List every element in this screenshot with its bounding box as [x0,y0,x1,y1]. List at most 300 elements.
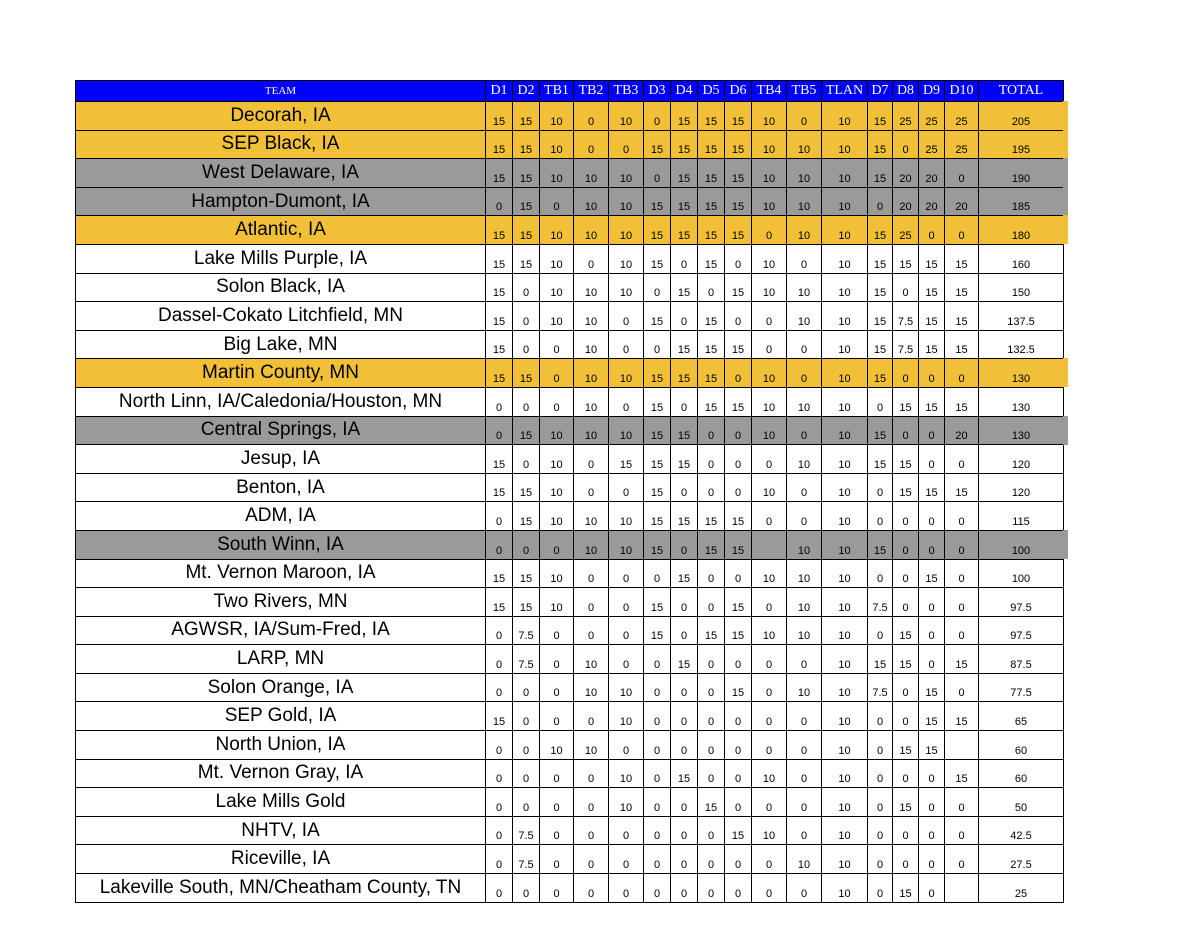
row-highlight-strip [1063,158,1068,187]
score-cell-tb3: 10 [609,702,644,731]
score-cell-tb2: 0 [574,130,609,159]
score-cell-d3: 15 [644,588,671,617]
score-cell-d5: 0 [698,702,725,731]
total-cell: 190 [979,159,1064,188]
score-cell-d8: 7.5 [893,302,919,331]
score-cell-tlan: 10 [822,702,868,731]
score-cell-d2: 0 [513,731,540,760]
score-cell-d8: 0 [893,502,919,531]
score-cell-tb3: 0 [609,330,644,359]
score-cell-d2: 0 [513,273,540,302]
header-d5: D5 [698,81,725,102]
score-cell-d2: 15 [513,187,540,216]
score-cell-tb1: 10 [540,731,574,760]
score-cell-d1: 15 [486,445,513,474]
table-row [76,845,1064,874]
score-cell-d2: 15 [513,102,540,131]
score-cell-d7: 0 [868,387,893,416]
score-cell-tb2: 0 [574,244,609,273]
score-cell-d6: 0 [725,845,752,874]
score-cell-d6: 15 [725,387,752,416]
score-cell-tb3: 10 [609,416,644,445]
table-row [76,159,1064,188]
score-cell-d1: 0 [486,530,513,559]
table-row [76,330,1064,359]
score-cell-tb2: 0 [574,445,609,474]
score-cell-d1: 0 [486,416,513,445]
total-cell: 160 [979,244,1064,273]
score-cell-tb2: 10 [574,302,609,331]
score-cell-tb1: 0 [540,673,574,702]
score-cell-tb4: 0 [752,330,787,359]
score-cell-d4: 15 [671,273,698,302]
header-d9: D9 [919,81,945,102]
score-cell-d3: 15 [644,502,671,531]
header-d8: D8 [893,81,919,102]
team-name-cell: LARP, MN [76,645,486,674]
score-cell-d8: 15 [893,788,919,817]
score-cell-d3: 0 [644,673,671,702]
score-cell-tb3: 0 [609,130,644,159]
score-cell-tb3: 0 [609,845,644,874]
total-cell: 97.5 [979,616,1064,645]
score-cell-tlan: 10 [822,874,868,903]
score-cell-tlan: 10 [822,130,868,159]
score-cell-d5: 15 [698,530,725,559]
score-cell-d1: 15 [486,559,513,588]
score-cell-tlan: 10 [822,559,868,588]
score-cell-d9: 15 [919,702,945,731]
score-cell-tb4: 0 [752,216,787,245]
score-cell-tb5: 0 [787,244,822,273]
score-cell-d4: 0 [671,788,698,817]
score-cell-tb5: 0 [787,788,822,817]
score-cell-d1: 15 [486,244,513,273]
score-cell-tb5: 0 [787,359,822,388]
score-cell-d10: 15 [945,702,979,731]
score-cell-d10: 20 [945,416,979,445]
score-cell-d5: 15 [698,330,725,359]
score-cell-d5: 15 [698,102,725,131]
score-cell-tlan: 10 [822,788,868,817]
score-cell-tb4: 10 [752,473,787,502]
table-row [76,244,1064,273]
score-cell-tb4: 10 [752,102,787,131]
score-cell-d6: 15 [725,159,752,188]
score-cell-tb2: 10 [574,330,609,359]
score-cell-d2: 0 [513,330,540,359]
score-cell-d9: 15 [919,731,945,760]
score-cell-tlan: 10 [822,387,868,416]
score-cell-d10: 0 [945,445,979,474]
score-cell-tlan: 10 [822,244,868,273]
table-row [76,359,1064,388]
score-cell-tb2: 0 [574,559,609,588]
score-cell-tb3: 0 [609,387,644,416]
score-cell-d4: 0 [671,702,698,731]
team-name-cell: Two Rivers, MN [76,588,486,617]
score-cell-d1: 15 [486,216,513,245]
score-cell-d4: 0 [671,473,698,502]
score-cell-d2: 0 [513,445,540,474]
score-cell-d8: 0 [893,588,919,617]
score-cell-d1: 0 [486,731,513,760]
score-cell-tlan: 10 [822,645,868,674]
score-cell-tb5: 0 [787,731,822,760]
table-row [76,588,1064,617]
score-cell-d10: 15 [945,273,979,302]
score-cell-d3: 0 [644,845,671,874]
score-cell-d2: 0 [513,874,540,903]
total-cell: 195 [979,130,1064,159]
score-cell-d6: 15 [725,216,752,245]
score-cell-d6: 15 [725,502,752,531]
score-cell-d6: 0 [725,731,752,760]
score-cell-d10: 15 [945,387,979,416]
score-cell-tb1: 0 [540,645,574,674]
score-cell-d3: 0 [644,645,671,674]
score-cell-d8: 15 [893,645,919,674]
score-cell-d3: 15 [644,302,671,331]
score-cell-d6: 0 [725,445,752,474]
score-cell-d2: 0 [513,302,540,331]
score-cell-d10: 0 [945,216,979,245]
score-cell-tb5: 0 [787,473,822,502]
score-cell-tb3: 0 [609,473,644,502]
score-cell-d7: 15 [868,645,893,674]
score-cell-tb4: 10 [752,273,787,302]
score-cell-d5: 0 [698,445,725,474]
score-cell-d2: 15 [513,159,540,188]
table-row [76,702,1064,731]
score-cell-tb5: 10 [787,302,822,331]
row-highlight-strip [1063,130,1068,159]
score-cell-tlan: 10 [822,616,868,645]
score-cell-d8: 15 [893,473,919,502]
score-cell-d1: 0 [486,387,513,416]
score-cell-d6: 15 [725,616,752,645]
score-cell-d8: 0 [893,759,919,788]
score-cell-d1: 15 [486,702,513,731]
score-cell-d7: 0 [868,874,893,903]
score-cell-d6: 15 [725,330,752,359]
team-name-cell: Atlantic, IA [76,216,486,245]
score-cell-d8: 0 [893,130,919,159]
score-cell-tb2: 0 [574,874,609,903]
header-d10: D10 [945,81,979,102]
team-name-cell: North Union, IA [76,731,486,760]
score-cell-d9: 0 [919,588,945,617]
score-cell-d4: 0 [671,673,698,702]
score-cell-d4: 15 [671,359,698,388]
score-cell-d2: 15 [513,559,540,588]
score-cell-d10: 15 [945,302,979,331]
score-cell-tb2: 10 [574,673,609,702]
score-cell-tb2: 0 [574,788,609,817]
score-cell-tb3: 10 [609,216,644,245]
score-cell-d5: 0 [698,473,725,502]
team-name-cell: Solon Orange, IA [76,673,486,702]
score-cell-d3: 15 [644,216,671,245]
score-cell-tb2: 10 [574,502,609,531]
score-cell-d5: 15 [698,616,725,645]
score-cell-d6: 0 [725,645,752,674]
table-row [76,874,1064,903]
team-name-cell: Big Lake, MN [76,330,486,359]
score-cell-tb5: 0 [787,416,822,445]
score-cell-tlan: 10 [822,330,868,359]
score-cell-d2: 15 [513,130,540,159]
score-cell-d4: 0 [671,874,698,903]
score-cell-d6: 15 [725,102,752,131]
score-cell-d6: 0 [725,559,752,588]
score-cell-tlan: 10 [822,473,868,502]
team-name-cell: West Delaware, IA [76,159,486,188]
score-cell-tb3: 15 [609,445,644,474]
score-cell-d6: 0 [725,702,752,731]
score-cell-tb3: 0 [609,645,644,674]
team-name-cell: Mt. Vernon Gray, IA [76,759,486,788]
score-cell-d8: 0 [893,530,919,559]
score-cell-d1: 0 [486,788,513,817]
total-cell: 65 [979,702,1064,731]
score-cell-tb2: 0 [574,816,609,845]
team-name-cell: ADM, IA [76,502,486,531]
total-cell: 205 [979,102,1064,131]
total-cell: 100 [979,559,1064,588]
score-cell-tb4: 10 [752,559,787,588]
score-cell-d3: 15 [644,130,671,159]
score-cell-d5: 15 [698,130,725,159]
row-highlight-strip [1063,358,1068,387]
header-d1: D1 [486,81,513,102]
score-cell-tb5: 10 [787,445,822,474]
score-cell-d1: 0 [486,187,513,216]
score-cell-d10: 0 [945,559,979,588]
score-cell-tlan: 10 [822,816,868,845]
table-row [76,816,1064,845]
score-cell-tb2: 10 [574,159,609,188]
score-cell-tb3: 0 [609,302,644,331]
score-cell-d10: 15 [945,244,979,273]
score-cell-d10: 20 [945,187,979,216]
score-cell-d2: 7.5 [513,845,540,874]
score-cell-tlan: 10 [822,759,868,788]
header-tb2: TB2 [574,81,609,102]
header-tb3: TB3 [609,81,644,102]
score-cell-d4: 0 [671,616,698,645]
score-cell-tb1: 0 [540,530,574,559]
score-cell-tb5: 10 [787,216,822,245]
score-cell-tb3: 0 [609,731,644,760]
score-cell-d5: 0 [698,559,725,588]
score-cell-d4: 15 [671,159,698,188]
score-cell-d6: 15 [725,187,752,216]
score-cell-d5: 0 [698,874,725,903]
score-cell-d7: 0 [868,788,893,817]
score-cell-d1: 15 [486,130,513,159]
header-total: TOTAL [979,81,1064,102]
score-cell-tb2: 0 [574,845,609,874]
team-name-cell: South Winn, IA [76,530,486,559]
team-name-cell: North Linn, IA/Caledonia/Houston, MN [76,387,486,416]
score-cell-d10: 0 [945,502,979,531]
score-cell-d7: 15 [868,445,893,474]
score-cell-tb4: 0 [752,645,787,674]
total-cell: 115 [979,502,1064,531]
score-cell-d10: 15 [945,473,979,502]
score-cell-tb4: 10 [752,759,787,788]
score-cell-d4: 0 [671,530,698,559]
score-cell-d7: 0 [868,759,893,788]
score-cell-d5: 0 [698,845,725,874]
score-cell-tb1: 0 [540,788,574,817]
score-cell-d7: 0 [868,187,893,216]
score-cell-d5: 0 [698,273,725,302]
table-row [76,502,1064,531]
table-row [76,273,1064,302]
score-cell-tb2: 0 [574,102,609,131]
score-cell-d5: 15 [698,788,725,817]
score-cell-d9: 0 [919,788,945,817]
header-tb1: TB1 [540,81,574,102]
score-cell-d10: 25 [945,130,979,159]
score-cell-d5: 0 [698,645,725,674]
score-cell-d1: 0 [486,816,513,845]
score-cell-d4: 15 [671,102,698,131]
score-cell-d8: 15 [893,445,919,474]
score-cell-tb4: 0 [752,302,787,331]
score-cell-d6: 15 [725,130,752,159]
score-cell-d2: 0 [513,673,540,702]
score-cell-tlan: 10 [822,359,868,388]
score-cell-d1: 0 [486,645,513,674]
header-tb4: TB4 [752,81,787,102]
total-cell: 60 [979,759,1064,788]
score-cell-tb2: 10 [574,187,609,216]
score-cell-d3: 15 [644,473,671,502]
score-cell-d4: 0 [671,816,698,845]
score-cell-tb3: 10 [609,159,644,188]
score-cell-d1: 15 [486,273,513,302]
score-cell-tb3: 10 [609,273,644,302]
score-cell-tb5: 10 [787,273,822,302]
header-d3: D3 [644,81,671,102]
score-cell-d9: 15 [919,330,945,359]
score-cell-d8: 25 [893,102,919,131]
header-tlan: TLAN [822,81,868,102]
score-cell-d9: 0 [919,416,945,445]
score-cell-d2: 0 [513,702,540,731]
score-cell-d9: 15 [919,387,945,416]
score-cell-d7: 15 [868,102,893,131]
score-cell-tb5: 10 [787,559,822,588]
header-team: TEAM [76,81,486,102]
score-cell-d10: 15 [945,330,979,359]
score-cell-d1: 15 [486,302,513,331]
score-cell-tlan: 10 [822,416,868,445]
score-cell-d4: 0 [671,302,698,331]
score-cell-tb1: 10 [540,159,574,188]
total-cell: 97.5 [979,588,1064,617]
score-cell-d3: 15 [644,244,671,273]
score-cell-d9: 15 [919,244,945,273]
score-cell-tb5: 10 [787,187,822,216]
score-cell-d8: 0 [893,673,919,702]
score-cell-tb3: 10 [609,244,644,273]
score-cell-d4: 15 [671,330,698,359]
total-cell: 25 [979,874,1064,903]
score-cell-d4: 15 [671,187,698,216]
score-cell-tlan: 10 [822,159,868,188]
score-cell-d9: 15 [919,559,945,588]
score-cell-tb3: 10 [609,187,644,216]
score-cell-d7: 15 [868,359,893,388]
score-cell-d7: 0 [868,502,893,531]
score-cell-d1: 15 [486,359,513,388]
score-cell-d3: 0 [644,702,671,731]
score-cell-d2: 0 [513,759,540,788]
score-cell-d3: 0 [644,330,671,359]
score-cell-tb2: 0 [574,588,609,617]
score-cell-tlan: 10 [822,530,868,559]
score-cell-tlan: 10 [822,273,868,302]
table-row [76,645,1064,674]
table-row [76,302,1064,331]
score-cell-tb1: 0 [540,330,574,359]
score-cell-d3: 0 [644,559,671,588]
score-cell-tlan: 10 [822,216,868,245]
score-cell-d4: 15 [671,645,698,674]
table-row [76,387,1064,416]
total-cell: 27.5 [979,845,1064,874]
score-cell-tlan: 10 [822,588,868,617]
team-name-cell: Solon Black, IA [76,273,486,302]
score-cell-d8: 15 [893,616,919,645]
score-cell-d5: 15 [698,216,725,245]
score-cell-tb1: 10 [540,244,574,273]
score-cell-tb3: 10 [609,102,644,131]
score-cell-d9: 0 [919,874,945,903]
score-cell-d5: 0 [698,816,725,845]
score-cell-d3: 0 [644,788,671,817]
score-cell-tlan: 10 [822,187,868,216]
score-cell-d1: 15 [486,330,513,359]
score-cell-tb4: 10 [752,159,787,188]
team-name-cell: Martin County, MN [76,359,486,388]
score-cell-d10: 15 [945,759,979,788]
score-cell-tb2: 0 [574,702,609,731]
score-cell-tb4 [752,530,787,559]
team-name-cell: Dassel-Cokato Litchfield, MN [76,302,486,331]
score-cell-tb3: 10 [609,788,644,817]
header-d4: D4 [671,81,698,102]
total-cell: 42.5 [979,816,1064,845]
score-cell-d3: 0 [644,731,671,760]
score-cell-tb1: 0 [540,816,574,845]
score-cell-tb1: 0 [540,759,574,788]
score-cell-tb5: 0 [787,759,822,788]
score-cell-d3: 15 [644,445,671,474]
score-cell-d9: 0 [919,445,945,474]
score-cell-d4: 15 [671,559,698,588]
score-cell-tb4: 10 [752,244,787,273]
table-row [76,616,1064,645]
score-cell-tb4: 0 [752,731,787,760]
score-cell-tb2: 0 [574,473,609,502]
score-cell-tb1: 10 [540,502,574,531]
score-cell-d8: 0 [893,845,919,874]
